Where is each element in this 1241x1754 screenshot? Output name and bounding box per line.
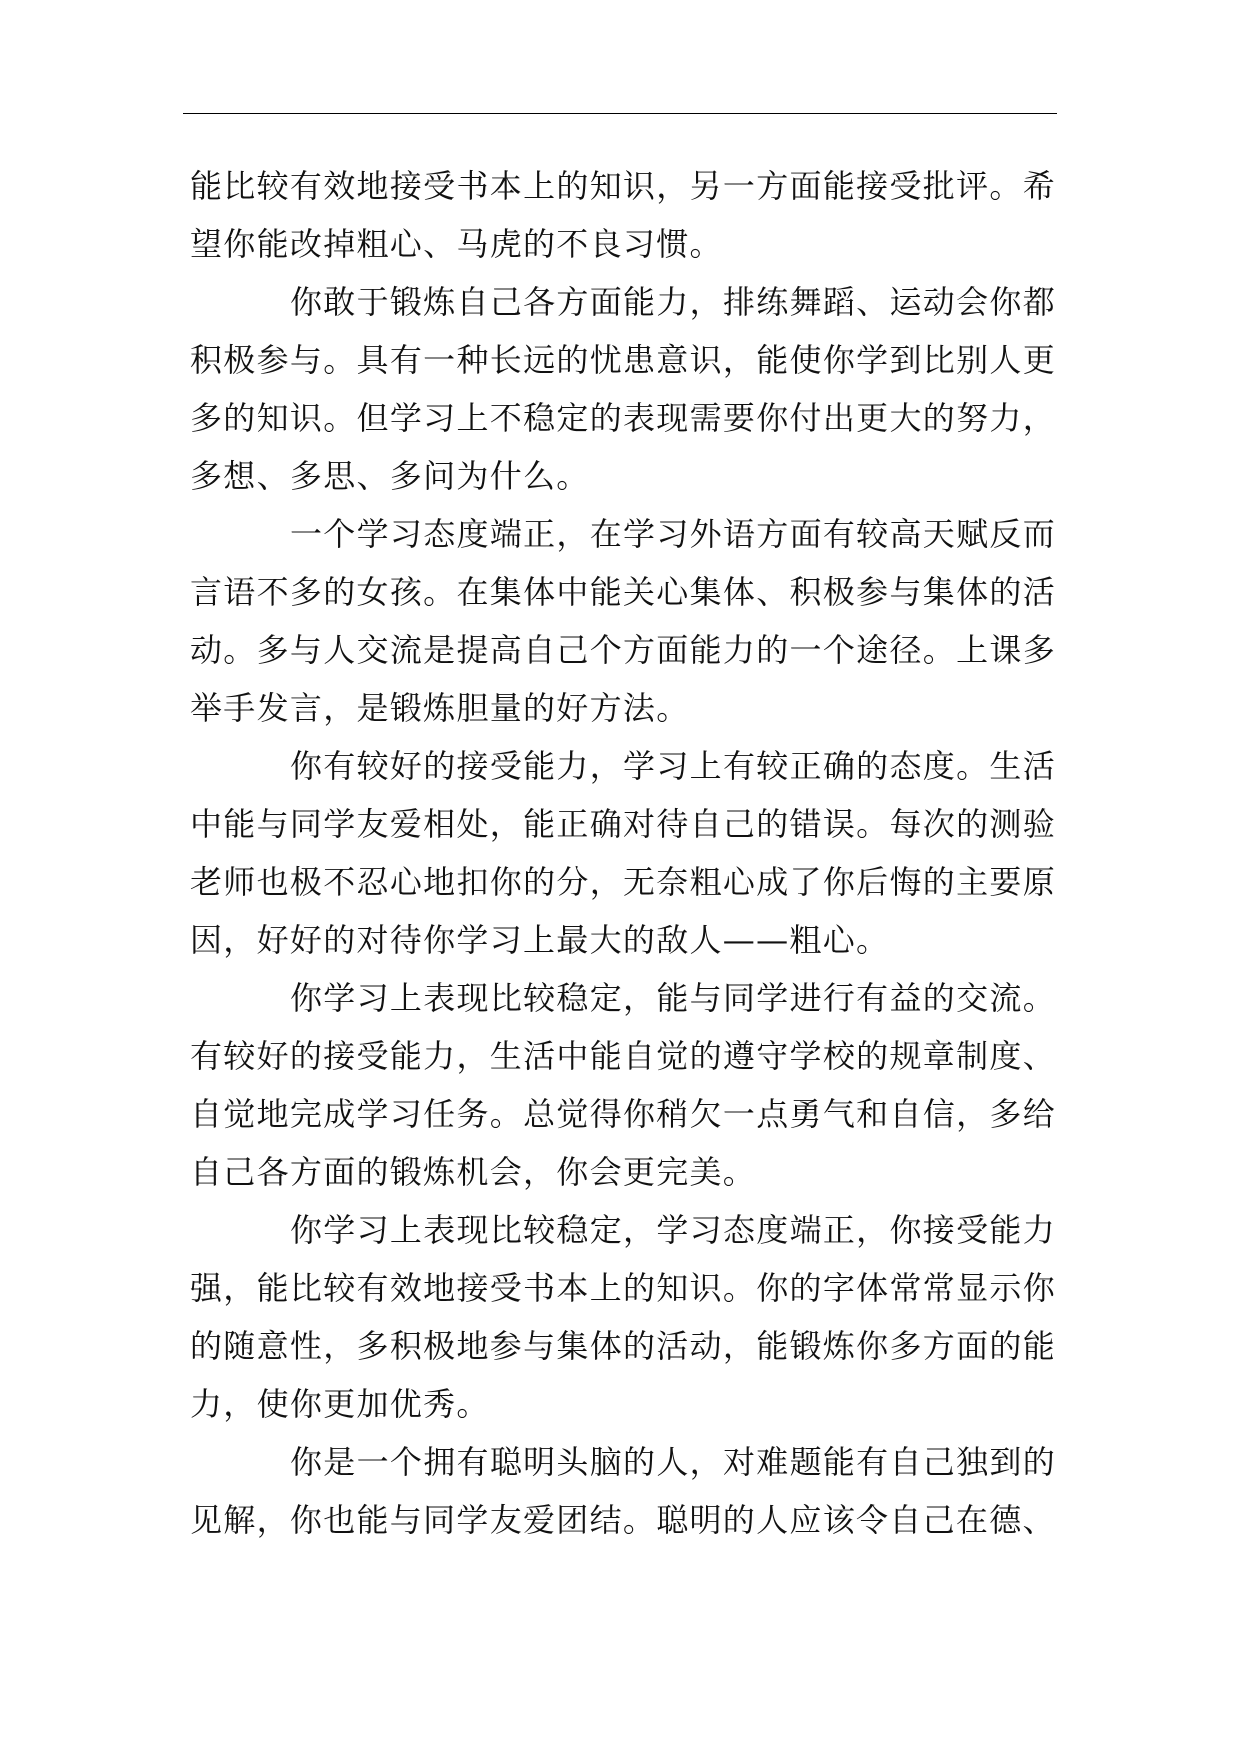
paragraph-5: 你学习上表现比较稳定，能与同学进行有益的交流。有较好的接受能力，生活中能自觉的遵守学校的规章制度、自觉地完成学习任务。总觉得你稍欠一点勇气和自信，多给自己各方面的锻炼机会，你会更完美。	[190, 979, 1056, 1191]
paragraph-3: 一个学习态度端正，在学习外语方面有较高天赋反而言语不多的女孩。在集体中能关心集体、积极参与集体的活动。多与人交流是提高自己个方面能力的一个途径。上课多举手发言，是锻炼胆量的好方法。	[190, 515, 1056, 727]
header-rule	[183, 113, 1057, 114]
paragraph-2: 你敢于锻炼自己各方面能力，排练舞蹈、运动会你都积极参与。具有一种长远的忧患意识，能使你学到比别人更多的知识。但学习上不稳定的表现需要你付出更大的努力，多想、多思、多问为什么。	[190, 283, 1056, 495]
paragraph-1: 能比较有效地接受书本上的知识，另一方面能接受批评。希望你能改掉粗心、马虎的不良习惯。	[190, 167, 1056, 263]
paragraph-6: 你学习上表现比较稳定，学习态度端正，你接受能力强，能比较有效地接受书本上的知识。你的字体常常显示你的随意性，多积极地参与集体的活动，能锻炼你多方面的能力，使你更加优秀。	[190, 1211, 1056, 1423]
paragraph-7: 你是一个拥有聪明头脑的人，对难题能有自己独到的见解，你也能与同学友爱团结。聪明的人应该令自己在德、	[190, 1443, 1056, 1539]
document-body	[190, 157, 1056, 1549]
paragraph-4: 你有较好的接受能力，学习上有较正确的态度。生活中能与同学友爱相处，能正确对待自己的错误。每次的测验老师也极不忍心地扣你的分，无奈粗心成了你后悔的主要原因，好好的对待你学习上最大的敌人——粗心。	[190, 747, 1056, 959]
